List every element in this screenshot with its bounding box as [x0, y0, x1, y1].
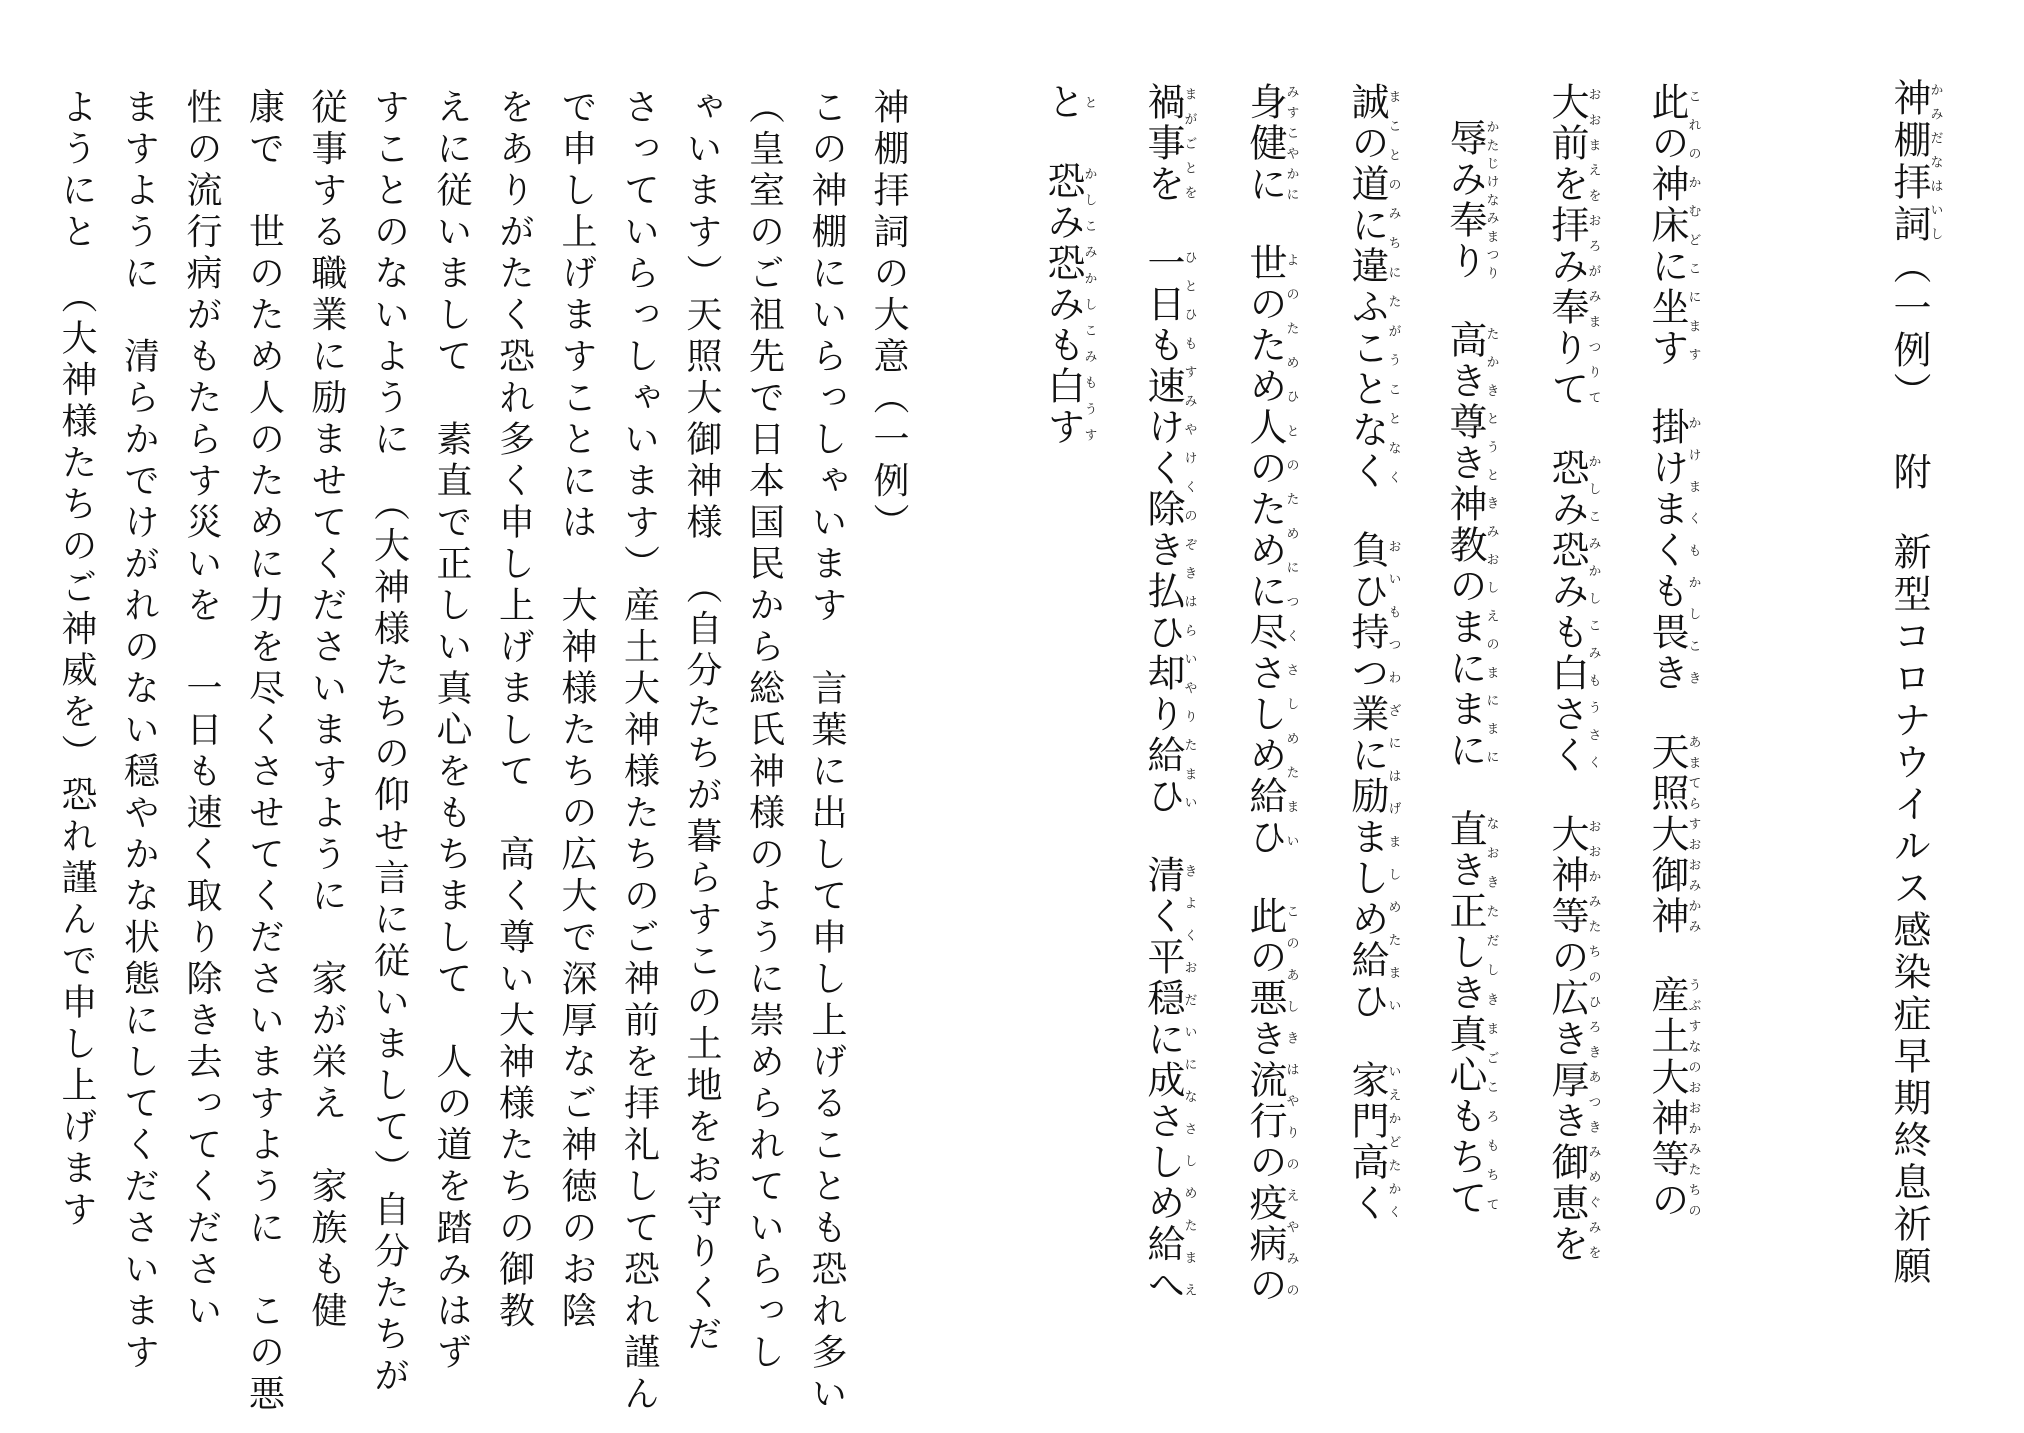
prayer-title	[1887, 78, 1943, 1288]
meaning-line: （皇室のご祖先で日本国民から総氏神様のように崇められていらっし	[743, 88, 785, 1375]
meaning-line: ますように 清らかでけがれのない穏やかな状態にしてくださいます	[118, 88, 160, 1375]
meaning-line: 従事する職業に励ませてくださいますように 家が栄え 家族も健	[306, 88, 347, 1333]
prayer-phrase	[1141, 855, 1197, 1306]
meaning-heading: 神棚拝詞の大意（一例）	[868, 88, 909, 545]
phrase-text: 身健に	[1243, 82, 1287, 205]
phrase-text: 世のため人のために尽さしめ給ひ	[1243, 243, 1287, 858]
prayer-line	[1545, 82, 1601, 1265]
phrase-text: 大神等の広き厚き御恵を	[1545, 814, 1589, 1265]
meaning-line: で申し上げますことには 大神様たちの広大で深厚なご神徳のお陰	[556, 88, 597, 1333]
phrase-text: 恐み恐みも白さく	[1545, 448, 1589, 776]
phrase-furigana: きよくおだいになさしめたまえ	[1181, 855, 1197, 1306]
prayer-phrase	[1545, 814, 1601, 1265]
phrase-text: 直き正しき真心もちて	[1443, 809, 1487, 1219]
prayer-phrase	[1243, 896, 1299, 1306]
meaning-line: ゃいます）天照大御神様 （自分たちが暮らすこの土地をお守りくだ	[681, 88, 722, 1357]
prayer-phrase	[1443, 320, 1499, 771]
phrase-furigana: これのかむどこにます	[1685, 82, 1701, 369]
phrase-text: 辱み奉り	[1443, 118, 1487, 282]
prayer-phrase	[1141, 243, 1197, 817]
phrase-text: 恐み恐みも白す	[1041, 161, 1085, 448]
phrase-text: 大前を拝み奉りて	[1545, 82, 1589, 410]
title-main-text: 神棚拝詞	[1887, 78, 1931, 246]
meaning-line: さっていらっしゃいます）産土大神様たちのご神前を拝礼して恐れ謹ん	[618, 88, 660, 1416]
prayer-phrase	[1645, 407, 1701, 694]
prayer-phrase	[1545, 82, 1601, 410]
phrase-furigana: よのためひとのためにつくさしめたまい	[1283, 243, 1299, 858]
prayer-phrase	[1443, 809, 1499, 1219]
prayer-line	[1141, 82, 1197, 1306]
phrase-furigana: まことのみちにたがうことなく	[1385, 82, 1401, 492]
prayer-phrase	[1645, 975, 1701, 1221]
meaning-line: すことのないように （大神様たちの仰せ言に従いまして）自分たちが	[368, 88, 410, 1398]
prayer-phrase	[1141, 82, 1197, 205]
prayer-line	[1645, 82, 1701, 1221]
phrase-furigana: かしこみかしこみもうさく	[1585, 448, 1601, 776]
title-main	[1887, 78, 1943, 246]
phrase-text: 誠の道に違ふことなく	[1345, 82, 1389, 492]
title-main-ruby: かみだなはいし	[1927, 78, 1943, 246]
phrase-text: 此の神床に坐す	[1645, 82, 1689, 369]
meaning-line: この神棚にいらっしゃいます 言葉に出して申し上げることも恐れ多い	[806, 88, 847, 1416]
meaning-line: をありがたく恐れ多く申し上げまして 高く尊い大神様たちの御教	[493, 88, 535, 1333]
meaning-line: ようにと （大神様たちのご神威を）恐れ謹んで申し上げます	[56, 88, 97, 1232]
phrase-furigana: と	[1081, 82, 1097, 123]
prayer-phrase	[1443, 118, 1499, 282]
phrase-text: 掛けまくも畏き	[1645, 407, 1689, 694]
phrase-text: 負ひ持つ業に励ましめ給ひ	[1345, 530, 1389, 1022]
prayer-page	[1030, 0, 2024, 1433]
title-attachment: 附	[1887, 452, 1931, 494]
prayer-phrase	[1545, 448, 1601, 776]
phrase-furigana: おおまえをおろがみまつりて	[1585, 82, 1601, 410]
prayer-phrase	[1645, 732, 1701, 937]
title-suffix: （一例）	[1887, 246, 1931, 414]
phrase-furigana: かけまくもかしこき	[1685, 407, 1701, 694]
phrase-furigana: おおかみたちのひろきあつきみめぐみを	[1585, 814, 1601, 1265]
phrase-furigana: みすこやかに	[1283, 82, 1299, 205]
meaning-line: 性の流行病がもたらす災いを 一日も速く取り除き去ってください	[181, 88, 222, 1333]
phrase-text: 家門高く	[1345, 1060, 1389, 1224]
phrase-furigana: このあしきはやりのえやみの	[1283, 896, 1299, 1306]
title-subtitle: 新型コロナウイルス感染症早期終息祈願	[1887, 532, 1931, 1288]
prayer-phrase	[1041, 161, 1097, 448]
phrase-furigana: たかきとうときみおしえのまにまに	[1483, 320, 1499, 771]
phrase-furigana: まがごとを	[1181, 82, 1197, 205]
phrase-furigana: うぶすなのおおかみたちの	[1685, 975, 1701, 1221]
prayer-phrase	[1243, 243, 1299, 858]
phrase-text: 一日も速けく除き払ひ却り給ひ	[1141, 243, 1185, 817]
meaning-page	[0, 0, 1000, 1433]
phrase-furigana: なおきただしきまごころもちて	[1483, 809, 1499, 1219]
prayer-line	[1243, 82, 1299, 1306]
prayer-line	[1443, 118, 1499, 1219]
phrase-text: 清く平穏に成さしめ給へ	[1141, 855, 1185, 1306]
phrase-furigana: かたじけなみまつり	[1483, 118, 1499, 282]
phrase-furigana: ひとひもすみやけくのぞきはらいやりたまい	[1181, 243, 1197, 817]
prayer-phrase	[1345, 1060, 1401, 1224]
phrase-furigana: かしこみかしこみもうす	[1081, 161, 1097, 448]
prayer-line	[1345, 82, 1401, 1224]
phrase-text: 高き尊き神教のまにまに	[1443, 320, 1487, 771]
prayer-phrase	[1243, 82, 1299, 205]
phrase-furigana: あまてらすおおみかみ	[1685, 732, 1701, 937]
phrase-text: 禍事を	[1141, 82, 1185, 205]
prayer-line	[1041, 82, 1097, 448]
phrase-furigana: いえかどたかく	[1385, 1060, 1401, 1224]
prayer-phrase	[1345, 82, 1401, 492]
prayer-phrase	[1645, 82, 1701, 369]
phrase-text: 産土大神等の	[1645, 975, 1689, 1221]
prayer-phrase	[1041, 82, 1097, 123]
meaning-line: 康で 世のため人のために力を尽くさせてくださいますように この悪	[243, 88, 285, 1416]
prayer-phrase	[1345, 530, 1401, 1022]
phrase-text: と	[1041, 82, 1085, 123]
phrase-text: 天照大御神	[1645, 732, 1689, 937]
phrase-text: 此の悪き流行の疫病の	[1243, 896, 1287, 1306]
phrase-furigana: おいもつわざにはげましめたまい	[1385, 530, 1401, 1022]
meaning-line: えに従いまして 素直で正しい真心をもちまして 人の道を踏みはず	[431, 88, 472, 1375]
